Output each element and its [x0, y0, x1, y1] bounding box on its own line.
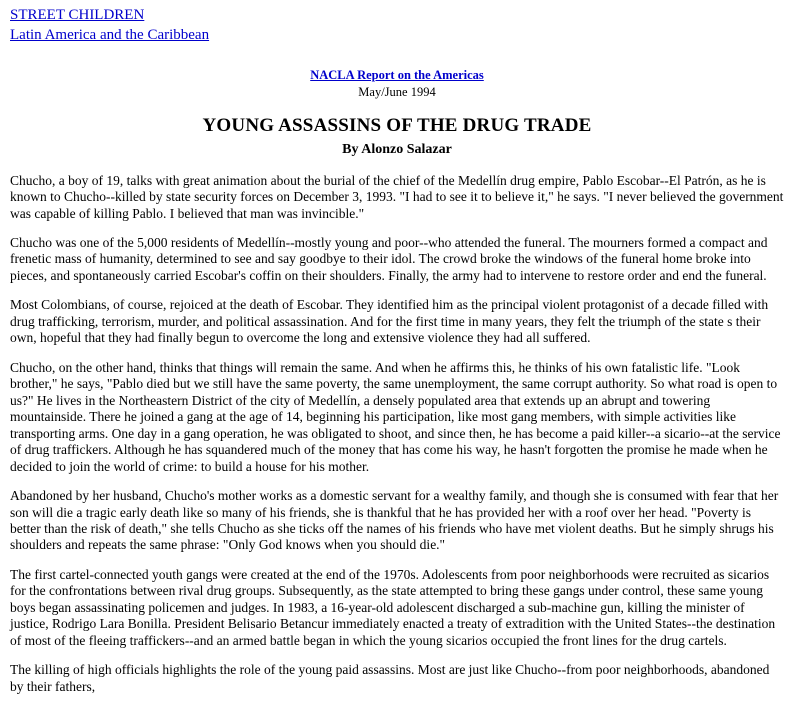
- site-header-line2: [10, 26, 784, 44]
- latin-america-caribbean-link[interactable]: Latin America and the Caribbean: [10, 27, 210, 44]
- publication-link[interactable]: NACLA Report on the Americas: [310, 67, 484, 82]
- article-paragraph: Chucho was one of the 5,000 residents of Medellín--mostly young and poor--who attended the funeral. The mourners formed a compact and frenetic mass of humanity, determined to see and say goodbye to their idol. The crowd broke the windows of the funeral home broke into pieces, and spontaneously carried Escobar's coffin on their shoulders. Finally, the army had to intervene to restore order and end the funeral.: [10, 234, 768, 283]
- article-paragraph: Chucho, on the other hand, thinks that things will remain the same. And when he affirms this, he thinks of his own fatalistic life. "Look brother," he says, "Pablo died but we still have the same poverty, the same unemployment, the same corrupt authority. So what road is open to us?" He lives in the Northeastern District of the city of Medellín, a densely populated area that extends up an abrupt and towering mountainside. There he joined a gang at the age of 14, beginning his participation, like most gang members, with simple activities like transporting arms. One day in a gang operation, he was obligated to shoot, and since then, he has become a paid killer--a sicario--at the service of drug traffickers. Although he has squandered much of the money that has come his way, he hasn't forgotten the promise he made when he decided to join the world of crime: to build a house for his mother.: [10, 359, 781, 474]
- source-block: [10, 67, 784, 101]
- article-paragraph: Chucho, a boy of 19, talks with great animation about the burial of the chief of the Medellín drug empire, Pablo Escobar--El Patrón, as he is known to Chucho--killed by state security forces on December 3, 1993. "I had to see it to believe it," he says. "I never believed the government was capable of killing Pablo. I believed that man was invincible.": [10, 172, 784, 221]
- article-paragraph: The first cartel-connected youth gangs were created at the end of the 1970s. Adolescents from poor neighborhoods were recruited as sicarios for the confrontations between rival drug groups. Subsequently, as the state attempted to bring these gangs under control, these same young boys began assassinating policemen and judges. In 1983, a 16-year-old adolescent discharged a sub-machine gun, killing the minister of justice, Rodrigo Lara Bonilla. President Belisario Betancur immediately enacted a treaty of extradition with the United States--the destination of most of the fleeing traffickers--and an armed battle began in which the young sicarios occupied the front lines for the drug cartels.: [10, 566, 776, 648]
- site-header: [10, 6, 784, 45]
- publication-date: May/June 1994: [358, 85, 436, 100]
- article-body: [10, 173, 784, 696]
- article-paragraph: Abandoned by her husband, Chucho's mother works as a domestic servant for a wealthy family, and though she is consumed with fear that her son will die a tragic early death like so many of his friends, she is thankful that he has provided her with a roof over her head. "Poverty is better than the risk of death," she tells Chucho as she ticks off the names of his friends who have met violent deaths. But he simply shrugs his shoulders and repeats the same phrase: "Only God knows when you should die.": [10, 488, 779, 553]
- page-title: YOUNG ASSASSINS OF THE DRUG TRADE: [202, 115, 592, 137]
- article-paragraph: Most Colombians, of course, rejoiced at the death of Escobar. They identified him as the principal violent protagonist of a decade filled with drug trafficking, terrorism, murder, and political assassination. And for the first time in many years, they felt the triumph of the state s their own, hopeful that they had finally begun to overcome the long and extensive violence they had all suffered.: [10, 297, 769, 346]
- site-header-line1: [10, 6, 784, 24]
- article-paragraph: The killing of high officials highlights the role of the young paid assassins. Most are just like Chucho--from poor neighborhoods, abandoned by their fathers,: [10, 662, 770, 694]
- street-children-link[interactable]: STREET CHILDREN: [10, 7, 145, 23]
- article-byline: By Alonzo Salazar: [342, 142, 452, 158]
